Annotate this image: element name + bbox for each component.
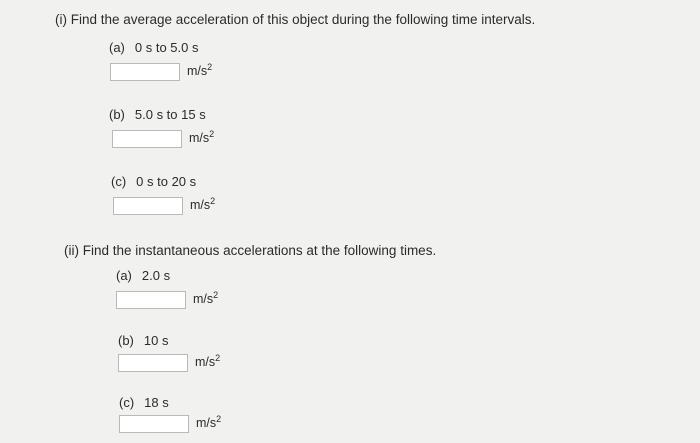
section-ii-part-c-answer-input[interactable] [119,415,189,433]
section-i-part-c-answer-input[interactable] [113,197,183,215]
part-tag: (b) [109,107,125,122]
interval-label: 0 s to 20 s [136,174,197,189]
section-i-part-c-prompt [111,174,196,190]
time-label: 2.0 s [141,268,171,283]
section-i-part-b-answer-input[interactable] [112,130,182,148]
unit-text: m/s [195,355,216,369]
unit-exponent: 2 [207,62,213,72]
section-ii-heading: (ii) Find the instantaneous accelerations at the following times. [64,243,437,258]
unit-text: m/s [193,292,214,306]
section-i-part-c-unit [190,198,215,212]
unit-text: m/s [196,416,217,430]
time-label: 18 s [144,395,169,410]
part-tag: (c) [111,174,127,189]
time-label: 10 s [143,333,169,348]
part-tag: (a) [109,40,125,55]
section-ii-part-b-answer-input[interactable] [118,354,188,372]
section-ii-part-c-prompt [119,395,169,411]
section-ii-part-a-answer-input[interactable] [116,291,186,309]
section-i-part-a-unit [187,64,212,78]
section-i-heading: (i) Find the average acceleration of this object during the following time intervals. [55,12,536,27]
unit-exponent: 2 [209,129,215,139]
interval-label: 0 s to 5.0 s [134,40,199,55]
section-i-part-b-unit [189,131,214,145]
unit-text: m/s [190,198,211,212]
section-ii-part-b-prompt [118,333,168,349]
interval-label: 5.0 s to 15 s [134,107,206,122]
section-ii-part-b-unit [195,355,220,369]
unit-exponent: 2 [215,353,221,363]
unit-text: m/s [189,131,210,145]
unit-exponent: 2 [216,414,222,424]
part-tag: (c) [119,395,135,410]
section-i-part-a-prompt [109,40,198,56]
unit-text: m/s [187,64,208,78]
unit-exponent: 2 [210,196,216,206]
part-tag: (a) [116,268,132,283]
section-ii-part-a-prompt [116,268,170,284]
section-i-part-b-prompt [109,107,206,123]
part-tag: (b) [118,333,134,348]
section-ii-part-a-unit [193,292,218,306]
unit-exponent: 2 [213,290,219,300]
section-i-part-a-answer-input[interactable] [110,63,180,81]
section-ii-part-c-unit [196,416,221,430]
